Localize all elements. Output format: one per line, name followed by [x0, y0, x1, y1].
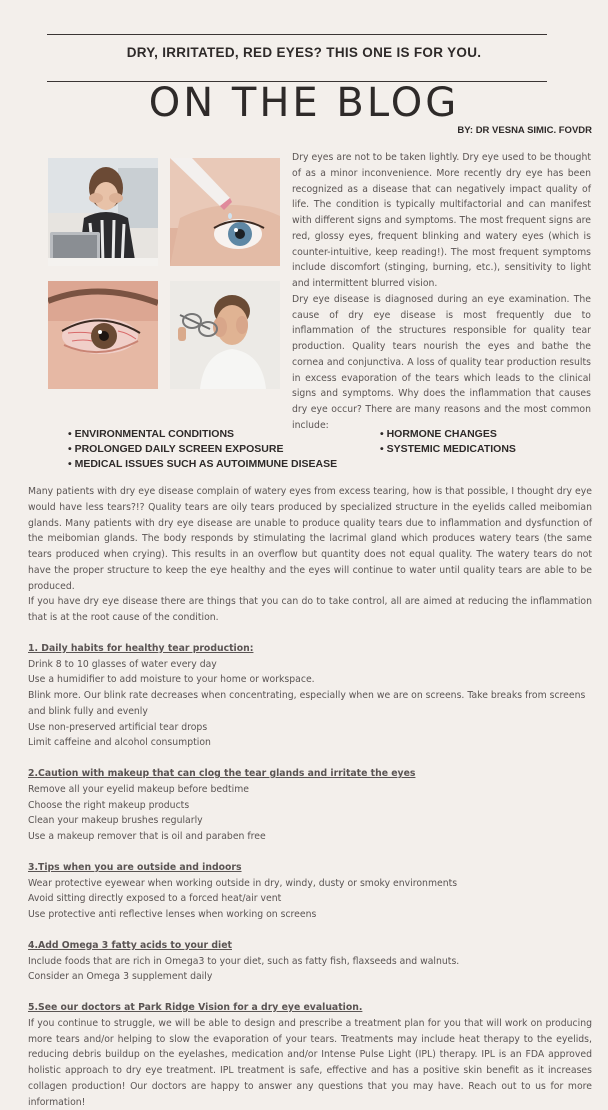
intro-paragraph: Dry eye disease is diagnosed during an eye examination. The cause of dry eye disease is most frequently due to inflammation of the structures responsible for quality tear production. Quality tears nourish the eyes and bathe the cornea and conjunctiva. A loss of quality tear production results in excess evaporation of the tears which leads to the clinical signs and symptoms. Why does the inflammation that causes dry eye occur? There are many reasons and the most common include: — [292, 293, 591, 431]
section-item: Clean your makeup brushes regularly — [28, 815, 203, 827]
intro-paragraph: Dry eyes are not to be taken lightly. Dry eye used to be thought of as a minor inconvenience. More recently dry eye has been recognized as a disease that can negatively impact quality of life. The condition is typically multifactorial and can manifest with different signs and symptoms. The most frequent signs are red, glossy eyes, frequent blinking and watery eyes (which is counter-intuitive, keep reading!). The most frequent symptoms include discomfort (stinging, burning, etc.), sensitivity to light and intermittent blurred vision. — [292, 152, 591, 289]
cause-item: • PROLONGED DAILY SCREEN EXPOSURE — [68, 443, 284, 455]
section-title: 3.Tips when you are outside and indoors — [28, 861, 242, 873]
section-title: 1. Daily habits for healthy tear production: — [28, 642, 254, 654]
article-body — [28, 484, 592, 1110]
top-rule — [47, 34, 547, 35]
page-title: ON THE BLOG — [148, 80, 460, 126]
section-title: 5.See our doctors at Park Ridge Vision for a dry eye evaluation. — [28, 1002, 363, 1013]
photo-eye-drop — [170, 158, 280, 266]
section-item: Remove all your eyelid makeup before bedtime — [28, 783, 250, 795]
section-item: Use a makeup remover that is oil and paraben free — [28, 831, 266, 842]
section-item: If you continue to struggle, we will be able to design and prescribe a treatment plan for you that will work on producing more tears and/or helping to slow the evaporation of your tears. Treatments may include heat therapy to the eyelids, reducing debris buildup on the eyelashes, medication and/or Intense Pulse Light (IPL) therapy. IPL is an FDA approved holistic approach to dry eye treatment. IPL treatment is safe, effective and has a positive skin benefit as it increases collagen production! Our doctors are happy to answer any questions that you may have. Reach out to us for more information! — [28, 1017, 592, 1108]
cause-item: • ENVIRONMENTAL CONDITIONS — [68, 428, 235, 440]
photo-woman-rubbing-eyes — [48, 158, 158, 266]
body-paragraph: Many patients with dry eye disease complain of watery eyes from excess tearing, how is that possible, I thought dry eye would have less tears?!? Quality tears are oily tears produced by specialized structure in the eyelids called meibomian glands. Many patients with dry eye disease are unable to produce quality tears due to inflammation and dysfunction of the meibomian glands. The body responds by stimulating the lacrimal gland which produces watery tears (the same tears produced when crying). This results in an overflow but quantity does not equal quality. The watery tears do not have the proper structure to keep the eye healthy and the eyes will continue to water until quality tears are able to be produced. — [28, 486, 592, 592]
cause-item: • SYSTEMIC MEDICATIONS — [380, 443, 516, 455]
section-item: Wear protective eyewear when working outside in dry, windy, dusty or smoky environments — [28, 877, 458, 889]
section-item: Choose the right makeup products — [28, 799, 190, 811]
photo-man-with-glasses — [170, 281, 280, 389]
section-item: Drink 8 to 10 glasses of water every day — [28, 658, 217, 670]
author-byline: BY: DR VESNA SIMIC. FOVDR — [457, 125, 592, 136]
photo-red-eye — [48, 281, 158, 389]
cause-item: • HORMONE CHANGES — [380, 428, 497, 440]
section-item: Limit caffeine and alcohol consumption — [28, 737, 211, 749]
section-item: Use non-preserved artificial tear drops — [28, 721, 208, 733]
cause-item: • MEDICAL ISSUES SUCH AS AUTOIMMUNE DISEASE — [68, 458, 338, 470]
headline: DRY, IRRITATED, RED EYES? THIS ONE IS FOR YOU. — [126, 45, 482, 60]
section-item: Use protective anti reflective lenses when working on screens — [28, 909, 317, 920]
section-item: Blink more. Our blink rate decreases when concentrating, especially when we are on screens. Take breaks from screens and blink fully and evenly — [28, 690, 586, 717]
section-title: 4.Add Omega 3 fatty acids to your diet — [28, 939, 232, 951]
section-item: Consider an Omega 3 supplement daily — [28, 971, 213, 983]
section-item: Avoid sitting directly exposed to a forced heat/air vent — [28, 893, 282, 905]
intro-text — [292, 150, 591, 434]
section-item: Include foods that are rich in Omega3 to your diet, such as fatty fish, flaxseeds and walnuts. — [28, 955, 460, 967]
section-item: Use a humidifier to add moisture to your home or workspace. — [28, 674, 315, 686]
body-paragraph: If you have dry eye disease there are things that you can do to take control, all are aimed at reducing the inflammation that is at the root cause of the condition. — [28, 596, 592, 623]
section-title: 2.Caution with makeup that can clog the tear glands and irritate the eyes — [28, 768, 416, 779]
